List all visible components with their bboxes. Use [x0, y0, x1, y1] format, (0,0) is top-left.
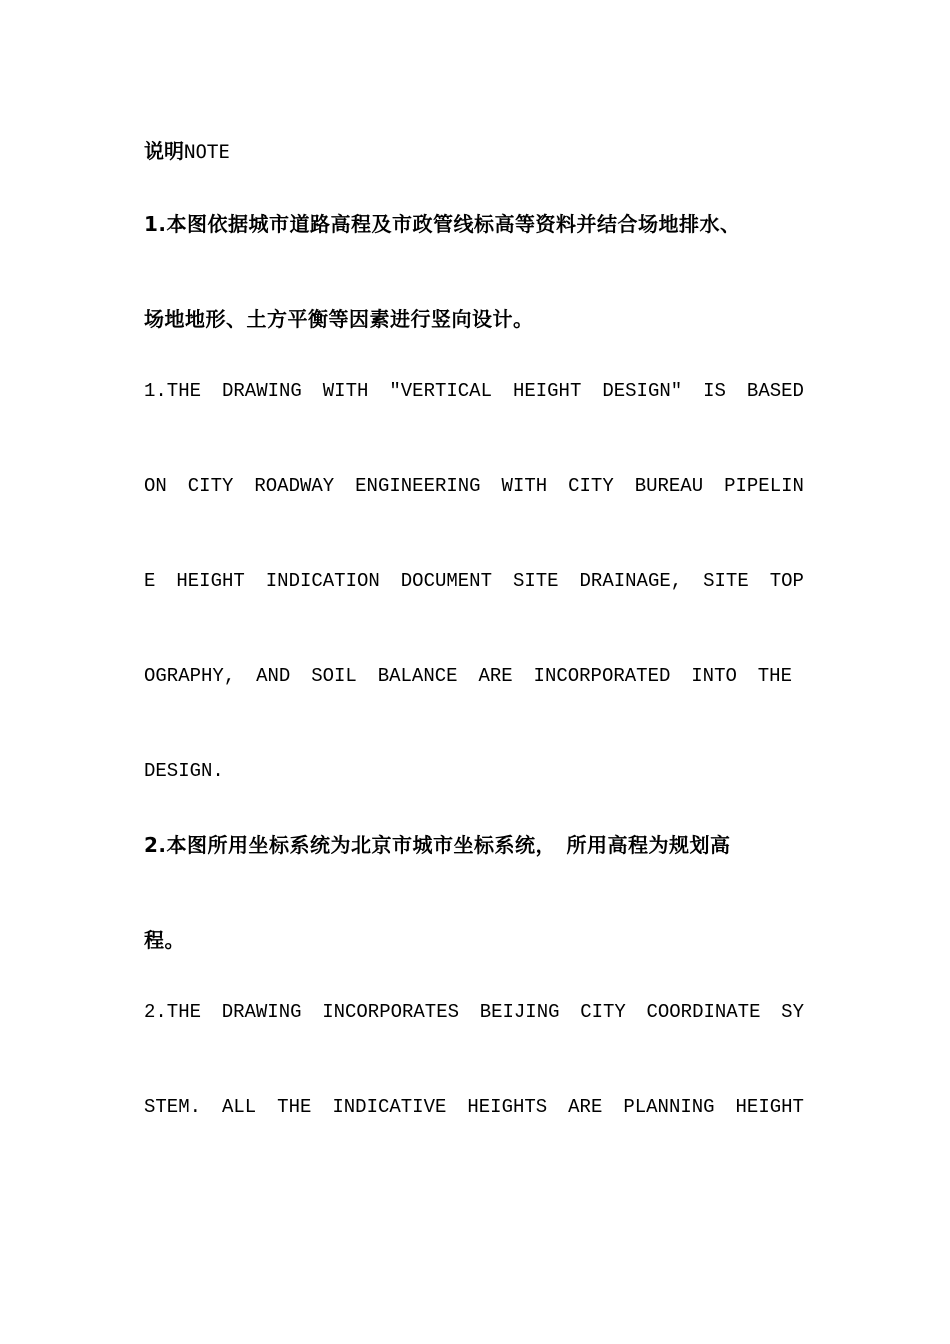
item1-en-line-4 [144, 667, 792, 686]
item1-en-line-3 [144, 572, 804, 591]
word: PIPELIN [724, 475, 804, 497]
note-title-en: NOTE [184, 141, 230, 163]
word: DRAINAGE, [579, 570, 683, 592]
word: CITY [568, 475, 614, 497]
word: ALL [221, 1096, 257, 1118]
word: THE [757, 665, 792, 687]
item2-cn-line-1: 2.本图所用坐标系统为北京市城市坐标系统， 所用高程为规划高 [144, 833, 731, 857]
word: ENGINEERING [355, 475, 481, 497]
word: INDICATIVE [332, 1096, 447, 1118]
word: INCORPORATED [533, 665, 671, 687]
word: INDICATION [265, 570, 380, 592]
word: PLANNING [623, 1096, 715, 1118]
word: WITH [501, 475, 548, 497]
word: HEIGHTS [467, 1096, 548, 1118]
word: DRAWING [221, 1001, 302, 1023]
word: OGRAPHY, [144, 665, 236, 687]
word: 1.THE [144, 380, 202, 402]
word: AND [256, 665, 291, 687]
item1-cn-line-2: 场地地形、土方平衡等因素进行竖向设计。 [144, 307, 534, 331]
word: INTO [691, 665, 737, 687]
item2-cn-line-2: 程。 [144, 928, 185, 952]
word: BUREAU [634, 475, 704, 497]
word: ON [144, 475, 167, 497]
word: IS [703, 380, 726, 402]
word: TOP [769, 570, 804, 592]
item1-en-line-2 [144, 477, 804, 496]
item1-en-line-1 [144, 382, 804, 401]
word: CITY [580, 1001, 626, 1023]
item1-cn-line-1: 1.本图依据城市道路高程及市政管线标高等资料并结合场地排水、 [144, 212, 741, 236]
word: HEIGHT [176, 570, 245, 592]
item2-en-line-2 [144, 1098, 804, 1117]
word: WITH [322, 380, 369, 402]
word: CITY [187, 475, 234, 497]
word: SY [781, 1001, 804, 1023]
word: BASED [746, 380, 804, 402]
word: "VERTICAL [389, 380, 492, 402]
word: ARE [478, 665, 513, 687]
item1-en-line-5 [144, 762, 804, 781]
note-heading [144, 141, 230, 162]
word: E [144, 570, 156, 592]
word: ROADWAY [254, 475, 335, 497]
word: BEIJING [479, 1001, 560, 1023]
word: SITE [703, 570, 749, 592]
word: DESIGN" [602, 380, 683, 402]
word: HEIGHT [735, 1096, 804, 1118]
word: SOIL [311, 665, 357, 687]
word: STEM. [144, 1096, 202, 1118]
word: HEIGHT [512, 380, 582, 402]
word: DOCUMENT [400, 570, 492, 592]
word: SITE [512, 570, 559, 592]
word: DESIGN. [144, 760, 224, 782]
word: INCORPORATES [322, 1001, 460, 1023]
word: ARE [568, 1096, 603, 1118]
note-title-cn: 说明 [144, 139, 184, 163]
word: THE [277, 1096, 312, 1118]
item2-en-line-1 [144, 1003, 804, 1022]
word: DRAWING [221, 380, 302, 402]
word: COORDINATE [646, 1001, 761, 1023]
word: 2.THE [144, 1001, 202, 1023]
word: BALANCE [377, 665, 458, 687]
